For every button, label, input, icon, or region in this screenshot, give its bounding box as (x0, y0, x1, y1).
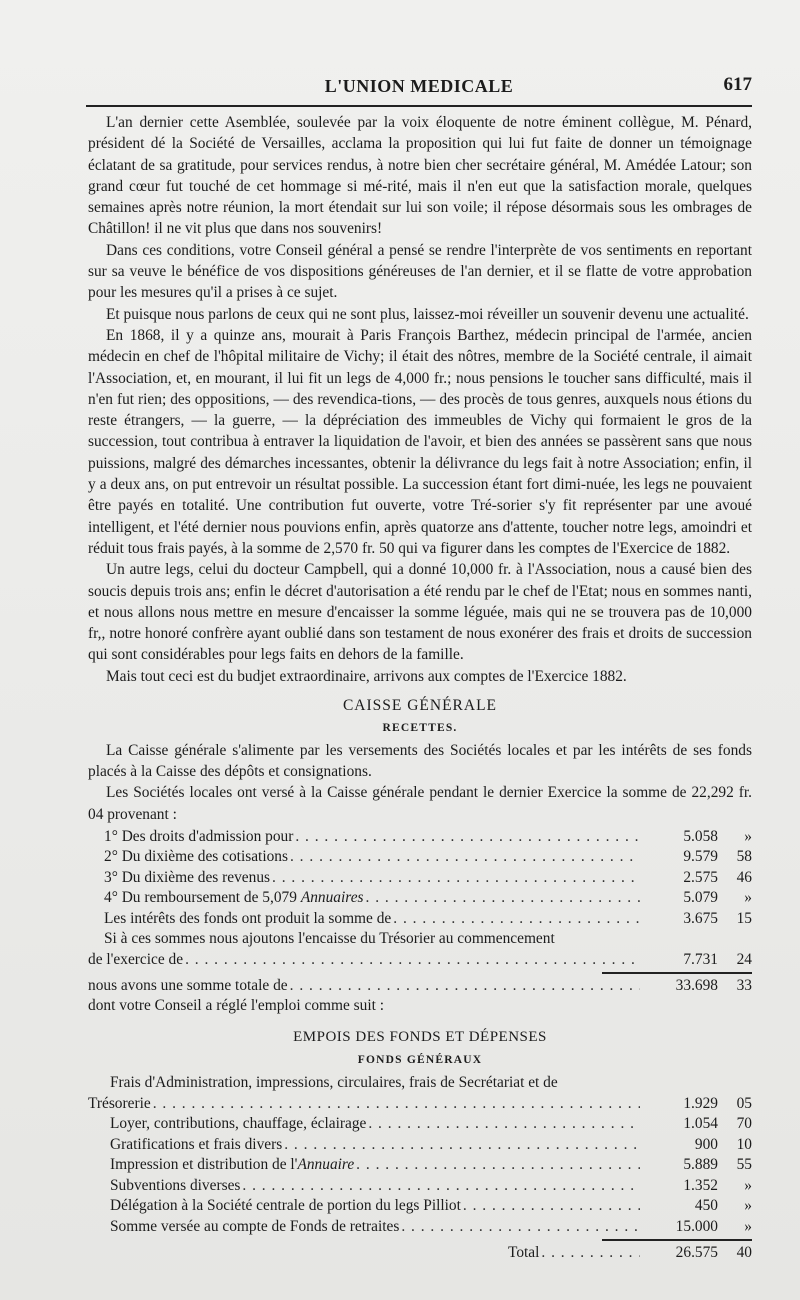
leader-dots (240, 1176, 640, 1197)
ledger-francs: 5.889 (683, 1156, 718, 1174)
ledger-cents: 24 (736, 950, 752, 968)
ledger-total-row (88, 1243, 752, 1264)
ledger-cents: 15 (736, 909, 752, 927)
page-number: 617 (723, 74, 752, 95)
ledger-francs: 26.575 (675, 1243, 718, 1261)
paragraph: Un autre legs, celui du docteur Campbell, qui a donné 10,000 fr. à l'Association, nous a causé bien des soucis depuis trois ans; enfin le décret d'autorisation a été rendu par le chef de l'Etat; nous en sommes nanti, et nous allons nous mettre en mesure d'encaisser la somme léguée, mais qui ne se trouvera pas de 10,000 fr,, notre honoré confrère ayant oublié dans son testament de nous exonérer des frais et droits de succession qui sont considérables pour legs faits en dehors de la famille. (88, 561, 752, 664)
ledger-cents: 05 (736, 1094, 752, 1112)
receipts-ledger (88, 827, 752, 1017)
ledger-row (88, 1155, 752, 1176)
paragraph: Dans ces conditions, votre Conseil général a pensé se rendre l'interprète de vos sentiments en reportant sur sa veuve le bénéfice de vos dispositions généreuses de l'an dernier, et il se flatte de votre approbation pour les mesures qu'il a prises à ce sujet. (88, 241, 752, 302)
ledger-label: Total (508, 1243, 540, 1261)
leader-dots (391, 909, 640, 930)
ledger-row (88, 1217, 752, 1238)
ledger-label (104, 888, 364, 909)
subsection-heading: RECETTES. (382, 722, 458, 735)
sum-rule (602, 1239, 752, 1241)
ledger-row (88, 868, 752, 889)
paragraph: L'an dernier cette Asemblée, soulevée par la voix éloquente de notre éminent collègue, M. Pénard, président dé la Société de Versailles, acclama la proposition qui lui fut faite de donner un témoignage éclatant de sa gratitude, pour services rendus, à notre bien cher secrétaire général, M. Amédée Latour; son grand cœur fut touché de cet hommage si mé-rité, mais il n'en eut que la satisfaction morale, quelques semaines après notre réunion, la mort étendait sur lui son voile; il répose désormais sous les ombrages de Châtillon! il ne vit plus que dans nos souvenirs! (88, 114, 752, 238)
ledger-row (88, 827, 752, 848)
ledger-cents: 55 (736, 1156, 752, 1174)
ledger-label-italic: Annuaire (297, 1156, 355, 1174)
ledger-label: Les intérêts des fonds ont produit la somme de (104, 909, 392, 927)
ledger-cents: 70 (736, 1115, 752, 1133)
ledger-label-line: Frais d'Administration, impressions, circulaires, frais de Secrétariat et de (110, 1074, 558, 1092)
leader-dots (270, 868, 640, 889)
ledger-label: Gratifications et frais divers (110, 1135, 283, 1153)
ledger-row (88, 1114, 752, 1135)
page-body (88, 112, 752, 1263)
page-header (86, 74, 752, 104)
ledger-label: Somme versée au compte de Fonds de retraites (110, 1217, 400, 1235)
ledger-francs: 5.079 (683, 889, 718, 907)
ledger-label: 3° Du dixième des revenus (104, 868, 271, 886)
leader-dots (288, 976, 640, 997)
ledger-cents: 10 (736, 1135, 752, 1153)
ledger-row (88, 847, 752, 868)
leader-dots (293, 827, 640, 848)
paragraph: La Caisse générale s'alimente par les versements des Sociétés locales et par les intérêts de ses fonds placés à la Caisse des dépôts et consignations. (88, 741, 752, 780)
leader-dots (364, 888, 640, 909)
section-heading: CAISSE GÉNÉRALE (342, 697, 498, 715)
ledger-francs: 3.675 (683, 909, 718, 927)
ledger-row (88, 1176, 752, 1197)
ledger-row (88, 1094, 752, 1115)
ledger-francs: 15.000 (675, 1217, 718, 1235)
ledger-label: de l'exercice de (88, 950, 184, 968)
ledger-francs: 2.575 (683, 868, 718, 886)
ledger-francs: 1.929 (683, 1094, 718, 1112)
ledger-cents: 33 (736, 976, 752, 994)
ledger-row (88, 888, 752, 909)
ledger-label (110, 1155, 354, 1176)
leader-dots (151, 1094, 640, 1115)
ledger-francs: 33.698 (675, 976, 718, 994)
ledger-label-text: Impression et distribution de l' (110, 1156, 298, 1174)
encaisse-line: Si à ces sommes nous ajoutons l'encaisse du Trésorier au commencement (104, 930, 555, 948)
ledger-label: 1° Des droits d'admission pour (104, 827, 294, 845)
header-rule (86, 105, 752, 107)
leader-dots (183, 950, 640, 971)
ledger-label: Trésorerie (88, 1094, 151, 1112)
ledger-francs: 7.731 (683, 950, 718, 968)
ledger-label-text: 4° Du remboursement de 5,079 (104, 889, 297, 907)
ledger-cents: » (744, 889, 752, 907)
ledger-cents: » (744, 1197, 752, 1215)
ledger-francs: 1.054 (683, 1115, 718, 1133)
ledger-label: Loyer, contributions, chauffage, éclairage (110, 1115, 367, 1133)
ledger-cents: 40 (736, 1243, 752, 1261)
ledger-total-row (88, 976, 752, 997)
ledger-label: 2° Du dixième des cotisations (104, 848, 288, 866)
ledger-francs: 450 (694, 1197, 718, 1215)
ledger-cents: » (744, 1176, 752, 1194)
ledger-row (88, 909, 752, 930)
paragraph: Mais tout ceci est du budjet extraordinaire, arrivons aux comptes de l'Exercice 1882. (106, 667, 627, 685)
paragraph: Les Sociétés locales ont versé à la Caisse générale pendant le dernier Exercice la somme de 22,292 fr. 04 provenant : (88, 784, 752, 823)
leader-dots (354, 1155, 640, 1176)
ledger-francs: 900 (694, 1135, 718, 1153)
sum-rule (602, 972, 752, 974)
leader-dots (366, 1114, 640, 1135)
leader-dots (399, 1217, 640, 1238)
ledger-francs: 9.579 (683, 848, 718, 866)
ledger-label: Délégation à la Société centrale de portion du legs Pilliot (110, 1197, 461, 1215)
ledger-label: nous avons une somme totale de (88, 976, 288, 994)
ledger-row (88, 1135, 752, 1156)
ledger-cents: 46 (736, 868, 752, 886)
leader-dots (539, 1243, 640, 1264)
leader-dots (461, 1196, 640, 1217)
leader-dots (282, 1135, 640, 1156)
section-heading: EMPOIS DES FONDS ET DÉPENSES (293, 1028, 547, 1045)
closing-line: dont votre Conseil a réglé l'emploi comme suit : (88, 997, 384, 1015)
ledger-cents: » (744, 1217, 752, 1235)
ledger-francs: 5.058 (683, 827, 718, 845)
ledger-cents: 58 (736, 848, 752, 866)
expenses-ledger (88, 1073, 752, 1263)
ledger-row (88, 1196, 752, 1217)
ledger-francs: 1.352 (683, 1176, 718, 1194)
ledger-cents: » (744, 827, 752, 845)
ledger-label: Subventions diverses (110, 1176, 241, 1194)
subsection-heading: FONDS GÉNÉRAUX (357, 1054, 483, 1067)
paragraph: En 1868, il y a quinze ans, mourait à Paris François Barthez, médecin principal de l'armée, ancien médecin en chef de l'hôpital militaire de Vichy; il était des nôtres, membre de la Société centrale, il aimait l'Association, et, en mourant, il lui fit un legs de 4,000 fr.; nous pensions le toucher sans difficulté, mais il n'en fut rien; des oppositions, — des revendica-tions, — des procès de tous genres, auxquels nous étions du reste étrangers, — la guerre, — la dépréciation des immeubles de Vichy qui formaient le gros de la succession, tout contribua à entraver la liquidation de l'avoir, et bien des années se passèrent sans que nous puissions, malgré des démarches incessantes, obtenir la délivrance du legs fait à notre Association; enfin, il y a deux ans, on put entrevoir un résultat possible. La succession étant fort dimi-nuée, les legs ne pouvaient être payés en totalité. Une contribution fut ouverte, votre Tré-sorier s'y fit représenter par une avoué intelligent, et l'été dernier nous pouvions enfin, après quatorze ans d'attente, toucher notre legs, amoindri et réduit tous frais payés, à la somme de 2,570 fr. 50 qui va figurer dans les comptes de l'Exercice de 1882. (88, 326, 752, 557)
running-title: L'UNION MEDICALE (324, 76, 514, 96)
paragraph: Et puisque nous parlons de ceux qui ne sont plus, laissez-moi réveiller un souvenir devenu une actualité. (106, 305, 749, 323)
ledger-label-italic: Annuaires (300, 889, 364, 907)
ledger-row (88, 950, 752, 971)
leader-dots (288, 847, 640, 868)
